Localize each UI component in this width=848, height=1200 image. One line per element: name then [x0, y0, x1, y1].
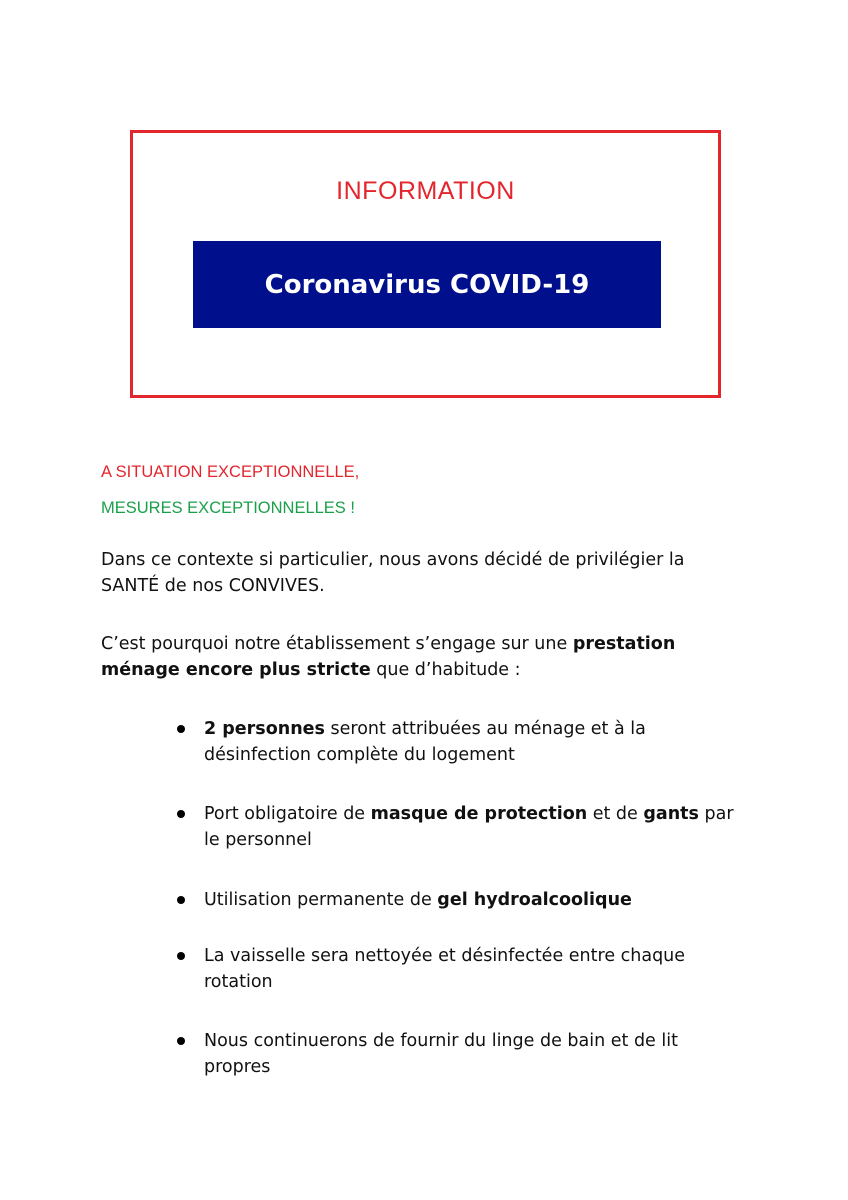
bullet-dot-icon: [177, 896, 185, 904]
bullet-text: le personnel: [204, 830, 312, 850]
list-item: [175, 887, 632, 913]
bullet-text: désinfection complète du logement: [204, 745, 515, 765]
intro-paragraph: [101, 547, 741, 599]
bullet-dot-icon: [177, 810, 185, 818]
commitment-text-2: que d’habitude :: [370, 660, 521, 680]
covid-banner: [193, 241, 661, 328]
information-title: INFORMATION: [336, 177, 515, 205]
bullet-bold: 2 personnes: [204, 719, 325, 739]
list-item: [175, 716, 646, 768]
commitment-text-1: C’est pourquoi notre établissement s’engage sur une: [101, 634, 573, 654]
bullet-dot-icon: [177, 952, 185, 960]
bullet-bold: gel hydroalcoolique: [437, 890, 632, 910]
bullet-bold: gants: [643, 804, 699, 824]
headline-exceptional-situation: A SITUATION EXCEPTIONNELLE,: [101, 463, 360, 481]
bullet-bold: masque de protection: [370, 804, 588, 824]
bullet-dot-icon: [177, 725, 185, 733]
bullet-text: La vaisselle sera nettoyée et désinfectée entre chaque: [204, 946, 686, 966]
list-item: [175, 943, 685, 995]
commitment-paragraph: [101, 631, 741, 683]
bullet-text: par: [698, 804, 734, 824]
list-item: [175, 1028, 678, 1080]
headline-exceptional-measures: MESURES EXCEPTIONNELLES !: [101, 499, 355, 517]
intro-line-1: Dans ce contexte si particulier, nous avons décidé de privilégier la: [101, 550, 685, 570]
bullet-text: seront attribuées au ménage et à la: [324, 719, 646, 739]
bullet-text: propres: [204, 1057, 271, 1077]
covid-banner-text: Coronavirus COVID-19: [264, 269, 590, 300]
information-frame: [130, 130, 721, 398]
list-item: [175, 801, 734, 853]
intro-line-2: SANTÉ de nos CONVIVES.: [101, 576, 325, 596]
bullet-text: Port obligatoire de: [204, 804, 371, 824]
bullet-text: et de: [587, 804, 644, 824]
bullet-text: rotation: [204, 972, 273, 992]
bullet-text: Nous continuerons de fournir du linge de bain et de lit: [204, 1031, 678, 1051]
bullet-dot-icon: [177, 1037, 185, 1045]
commitment-bold-2: ménage encore plus stricte: [101, 660, 371, 680]
commitment-bold-1: prestation: [572, 634, 676, 654]
bullet-text: Utilisation permanente de: [204, 890, 438, 910]
